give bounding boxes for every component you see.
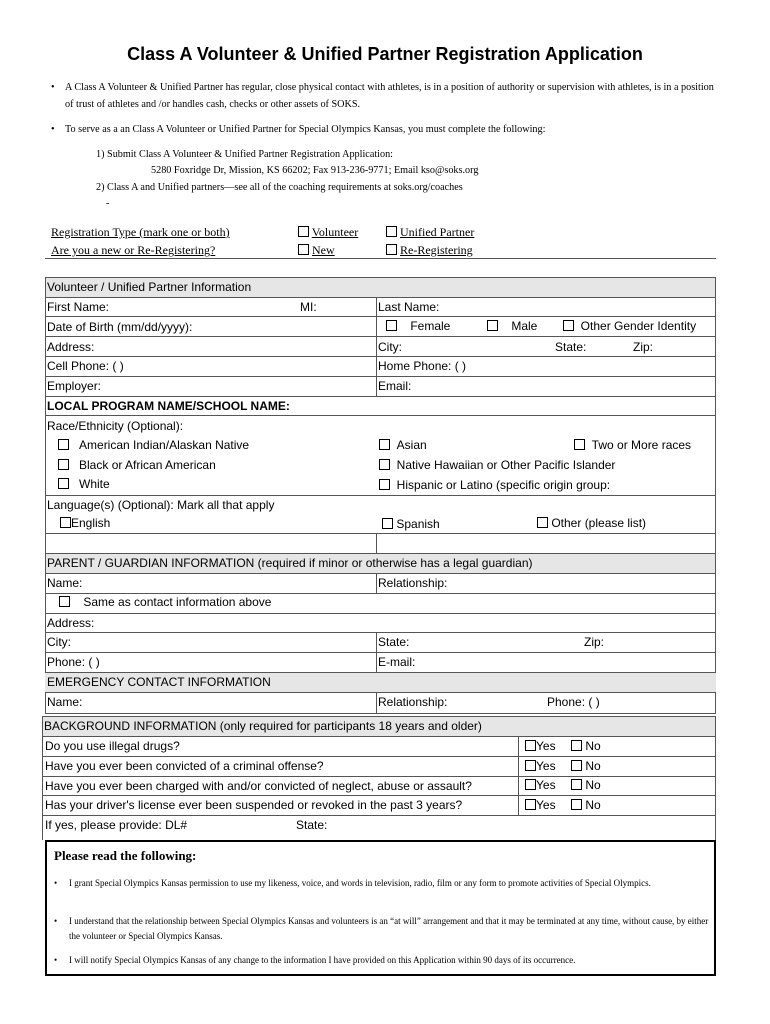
yes-label: Yes [536,798,556,812]
row-line [45,713,716,714]
race-american-indian-checkbox[interactable] [58,439,69,450]
q2-yes-option[interactable] [525,759,556,773]
row-line [45,613,716,614]
yes-label: Yes [536,739,556,753]
row-line [45,297,716,298]
guardian-phone-field[interactable]: Phone: ( ) [47,655,100,669]
row-line [45,632,716,633]
other-gender-checkbox[interactable] [563,320,574,331]
q1-no-option[interactable] [571,739,601,753]
column-divider [376,692,377,713]
race-black-label: Black or African American [79,458,216,472]
race-hawaiian-option[interactable] [379,458,615,472]
yes-label: Yes [536,759,556,773]
row-line [45,316,716,317]
cell-phone-field[interactable]: Cell Phone: ( ) [47,359,124,373]
background-header: BACKGROUND INFORMATION (only required for participants 18 years and older) [44,719,482,733]
row-line [45,336,716,337]
race-two-or-more-checkbox[interactable] [574,439,585,450]
city-field[interactable]: City: [378,340,402,354]
background-question: Have you ever been convicted of a criminal offense? [45,759,324,773]
guardian-email-field[interactable]: E-mail: [378,655,416,669]
please-read-box [45,840,716,976]
employer-field[interactable]: Employer: [47,379,102,393]
email-field[interactable]: Email: [378,379,412,393]
race-black-option[interactable] [58,458,216,472]
language-label: Language(s) (Optional): Mark all that apply [47,498,275,512]
guardian-name-field[interactable]: Name: [47,576,83,590]
q4-yes-option[interactable] [525,798,556,812]
race-american-indian-label: American Indian/Alaskan Native [79,438,250,452]
q2-yes-checkbox[interactable] [525,760,536,771]
race-hawaiian-label: Native Hawaiian or Other Pacific Islander [396,458,616,472]
read-bullet-1-text: I grant Special Olympics Kansas permission to use my likeness, voice, and words in television, radio, film or any form to promote activities of Special Olympics. [69,878,651,888]
race-asian-option[interactable] [379,438,427,452]
row-line [42,815,716,816]
row-line [45,593,716,594]
intro-bullet-2: • To serve as a an Class A Volunteer or Unified Partner for Special Olympics Kansas, you must complete the following: [51,124,546,135]
q1-yes-option[interactable] [525,739,556,753]
last-name-field[interactable]: Last Name: [378,300,440,314]
no-label: No [585,778,601,792]
no-label: No [585,739,601,753]
female-label: Female [410,319,451,333]
emergency-name-field[interactable]: Name: [47,695,83,709]
q2-no-checkbox[interactable] [571,760,582,771]
registration-type-label: Registration Type (mark one or both) [51,225,230,239]
lang-english-label: English [71,516,111,530]
race-hispanic-label: Hispanic or Latino (specific origin group: [396,478,611,492]
race-hispanic-checkbox[interactable] [379,479,390,490]
dob-field[interactable]: Date of Birth (mm/dd/yyyy): [47,320,193,334]
background-left-border [42,716,43,840]
row-line [45,396,716,397]
row-line [42,776,716,777]
background-question: Have you ever been charged with and/or convicted of neglect, abuse or assault? [45,779,472,793]
please-read-title: Please read the following: [54,848,197,863]
mi-field[interactable]: MI: [300,300,317,314]
guardian-state-field[interactable]: State: [378,635,410,649]
intro-bullet-1-text: A Class A Volunteer & Unified Partner has regular, close physical contact with athletes, is in a position of authority or supervision with athletes, is in a position of trust of athletes and /or handles cash, checks or other assets of SOKS. [65,82,714,110]
q1-yes-checkbox[interactable] [525,740,536,751]
dl-state-field[interactable]: State: [296,818,328,832]
guardian-address-field[interactable]: Address: [47,616,95,630]
step-1: 1) Submit Class A Volunteer & Unified Partner Registration Application: [96,149,394,160]
row-line [45,652,716,653]
row-line [45,415,716,416]
row-line [45,495,716,496]
race-hawaiian-checkbox[interactable] [379,459,390,470]
race-label: Race/Ethnicity (Optional): [47,419,184,433]
no-label: No [585,759,601,773]
address-field[interactable]: Address: [47,340,95,354]
new-option[interactable] [298,243,335,258]
read-bullet-2: • I understand that the relationship between Special Olympics Kansas and volunteers is an “at will” arrangement and that it may be terminated at any time, without cause, by either the volunteer or Special Olympics Kansas. [54,916,709,941]
q3-no-checkbox[interactable] [571,779,582,790]
yes-label: Yes [536,778,556,792]
lang-other-option[interactable] [537,516,646,530]
new-label: New [312,243,335,257]
lang-english-option[interactable] [60,516,110,530]
volunteer-option[interactable] [298,225,358,240]
q3-yes-checkbox[interactable] [525,779,536,790]
row-line [42,736,716,737]
row-line [45,356,716,357]
zip-field[interactable]: Zip: [633,340,654,354]
lang-spanish-checkbox[interactable] [382,518,393,529]
read-bullet-1: • I grant Special Olympics Kansas permission to use my likeness, voice, and words in television, radio, film or any form to promote activities of Special Olympics. [54,878,651,888]
race-two-or-more-option[interactable] [574,438,691,452]
guardian-relationship-field[interactable]: Relationship: [378,576,448,590]
male-label: Male [511,319,538,333]
race-white-option[interactable] [58,477,110,491]
step-2: 2) Class A and Unified partners—see all of the coaching requirements at soks.org/coaches [96,182,463,193]
guardian-same-as-label: Same as contact information above [83,595,272,609]
dl-number-field[interactable]: If yes, please provide: DL# [45,818,188,832]
local-program-field[interactable]: LOCAL PROGRAM NAME/SCHOOL NAME: [47,399,290,413]
emergency-phone-field[interactable]: Phone: ( ) [547,695,600,709]
no-label: No [585,798,601,812]
guardian-zip-field[interactable]: Zip: [584,635,605,649]
race-asian-checkbox[interactable] [379,439,390,450]
other-gender-label: Other Gender Identity [580,319,697,333]
q4-yes-checkbox[interactable] [525,799,536,810]
first-name-field[interactable]: First Name: [47,300,110,314]
unified-partner-checkbox[interactable] [386,226,397,237]
race-two-or-more-label: Two or More races [591,438,692,452]
read-bullet-2-text: I understand that the relationship between Special Olympics Kansas and volunteers is an “at will” arrangement and that it may be terminated at any time, without cause, by either the volunteer or Special Olympics Kansas. [69,916,709,941]
column-divider [376,533,377,553]
unified-partner-label: Unified Partner [400,225,475,239]
intro-bullet-2-text: To serve as a an Class A Volunteer or Unified Partner for Special Olympics Kansas, you must complete the following: [65,124,546,135]
step-1-address: 5280 Foxridge Dr, Mission, KS 66202; Fax 913-236-9771; Email kso@soks.org [151,165,479,176]
background-right-border [715,716,716,840]
column-divider [376,573,377,593]
home-phone-field[interactable]: Home Phone: ( ) [378,359,467,373]
intro-bullet-1: • A Class A Volunteer & Unified Partner has regular, close physical contact with athletes, is in a position of authority or supervision with athletes, is in a position of trust of athletes and /or handles cash, checks or other assets of SOKS. [51,82,714,110]
q4-no-checkbox[interactable] [571,799,582,810]
lang-spanish-label: Spanish [396,517,440,531]
re-registering-option[interactable] [386,243,473,258]
state-field[interactable]: State: [555,340,587,354]
read-bullet-3: • I will notify Special Olympics Kansas of any change to the information I have provided on this Application within 90 days of its occurrence. [54,955,576,965]
q2-no-option[interactable] [571,759,601,773]
new-or-reregister-label: Are you a new or Re-Registering? [51,243,216,257]
re-registering-checkbox[interactable] [386,244,397,255]
table-left-border [45,277,46,714]
lang-spanish-option[interactable] [382,517,440,531]
read-bullet-3-text: I will notify Special Olympics Kansas of any change to the information I have provided on this Application within 90 days of its occurrence. [69,955,576,965]
lang-other-checkbox[interactable] [537,517,548,528]
column-divider [376,297,377,397]
row-line [42,795,716,796]
race-american-indian-option[interactable] [58,438,249,452]
page-title: Class A Volunteer & Unified Partner Registration Application [127,44,643,64]
q3-no-option[interactable] [571,778,601,792]
other-gender-option[interactable] [563,319,696,333]
race-hispanic-option[interactable] [379,478,610,492]
row-line [42,756,716,757]
background-question: Do you use illegal drugs? [45,739,180,753]
male-checkbox[interactable] [487,320,498,331]
volunteer-checkbox[interactable] [298,226,309,237]
race-asian-label: Asian [396,438,427,452]
row-line [45,692,716,693]
emergency-header: EMERGENCY CONTACT INFORMATION [47,675,271,689]
q4-no-option[interactable] [571,798,601,812]
guardian-header: PARENT / GUARDIAN INFORMATION (required if minor or otherwise has a legal guardian) [47,556,533,570]
table-right-border [715,277,716,714]
female-checkbox[interactable] [386,320,397,331]
re-registering-label: Re-Registering [400,243,473,257]
section-top-line [45,258,716,259]
q3-yes-option[interactable] [525,778,556,792]
row-line [45,376,716,377]
new-checkbox[interactable] [298,244,309,255]
volunteer-info-header: Volunteer / Unified Partner Information [47,280,252,294]
guardian-same-as-option[interactable] [59,595,271,609]
row-line [45,533,716,534]
male-option[interactable] [487,319,537,333]
dash-mark: - [106,198,110,209]
emergency-relationship-field[interactable]: Relationship: [378,695,448,709]
lang-english-checkbox[interactable] [60,517,71,528]
q1-no-checkbox[interactable] [571,740,582,751]
background-question: Has your driver's license ever been suspended or revoked in the past 3 years? [45,798,463,812]
guardian-city-field[interactable]: City: [47,635,71,649]
female-option[interactable] [386,319,450,333]
lang-other-label: Other (please list) [551,516,647,530]
race-black-checkbox[interactable] [58,459,69,470]
race-white-checkbox[interactable] [58,478,69,489]
volunteer-label: Volunteer [311,225,359,239]
unified-partner-option[interactable] [386,225,474,240]
guardian-same-as-checkbox[interactable] [59,596,70,607]
row-line [45,573,716,574]
race-white-label: White [79,477,110,491]
